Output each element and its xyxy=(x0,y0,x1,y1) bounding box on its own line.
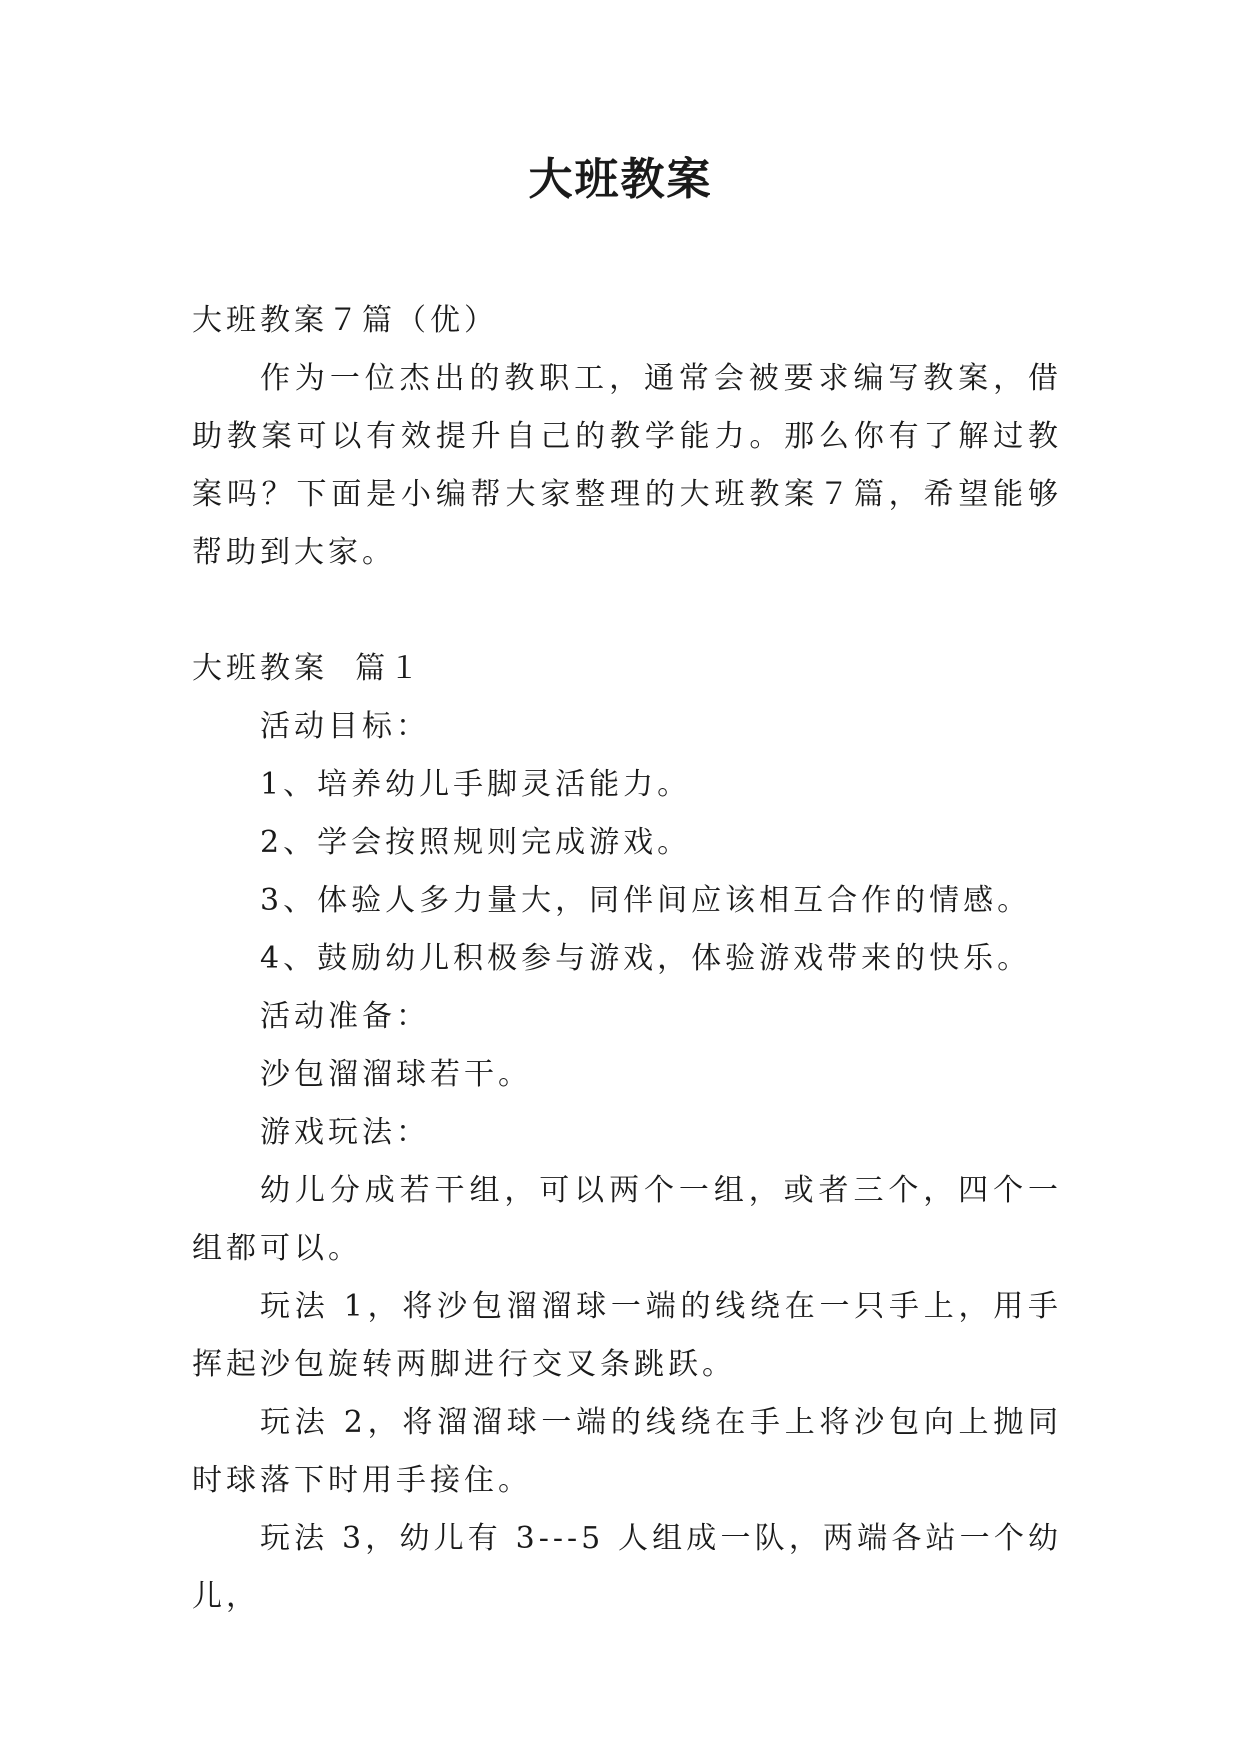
document-body xyxy=(192,292,1062,1626)
paragraph-goal-3: 3、体验人多力量大，同伴间应该相互合作的情感。 xyxy=(260,883,1032,918)
paragraph-preparation: 沙包溜溜球若干。 xyxy=(260,1057,532,1092)
paragraph-gameplay-label: 游戏玩法： xyxy=(260,1115,430,1150)
paragraph-preparation-label: 活动准备： xyxy=(260,999,430,1034)
paragraph-goal-2: 2、学会按照规则完成游戏。 xyxy=(260,825,692,860)
paragraph-play-3: 玩法 3，幼儿有 3---5 人组成一队，两端各站一个幼儿， xyxy=(192,1521,1062,1614)
paragraph-grouping: 幼儿分成若干组，可以两个一组，或者三个，四个一组都可以。 xyxy=(192,1173,1062,1266)
intro-paragraph: 作为一位杰出的教职工，通常会被要求编写教案，借助教案可以有效提升自己的教学能力。那么你有了解过教案吗？下面是小编帮大家整理的大班教案７篇，希望能够帮助到大家。 xyxy=(192,361,1062,570)
paragraph-goal-4: 4、鼓励幼儿积极参与游戏，体验游戏带来的快乐。 xyxy=(260,941,1032,976)
paragraph-play-1: 玩法 1，将沙包溜溜球一端的线绕在一只手上，用手挥起沙包旋转两脚进行交叉条跳跃。 xyxy=(192,1289,1062,1382)
section-spacer xyxy=(192,582,1062,640)
section-heading: 大班教案 篇１ xyxy=(192,651,424,686)
paragraph-play-2: 玩法 2，将溜溜球一端的线绕在手上将沙包向上抛同时球落下时用手接住。 xyxy=(192,1405,1062,1498)
document-title: 大班教案 xyxy=(528,154,713,205)
paragraph-goal-1: 1、培养幼儿手脚灵活能力。 xyxy=(260,767,692,802)
document-subtitle: 大班教案７篇（优） xyxy=(192,303,498,338)
paragraph-activity-goals-label: 活动目标： xyxy=(260,709,430,744)
